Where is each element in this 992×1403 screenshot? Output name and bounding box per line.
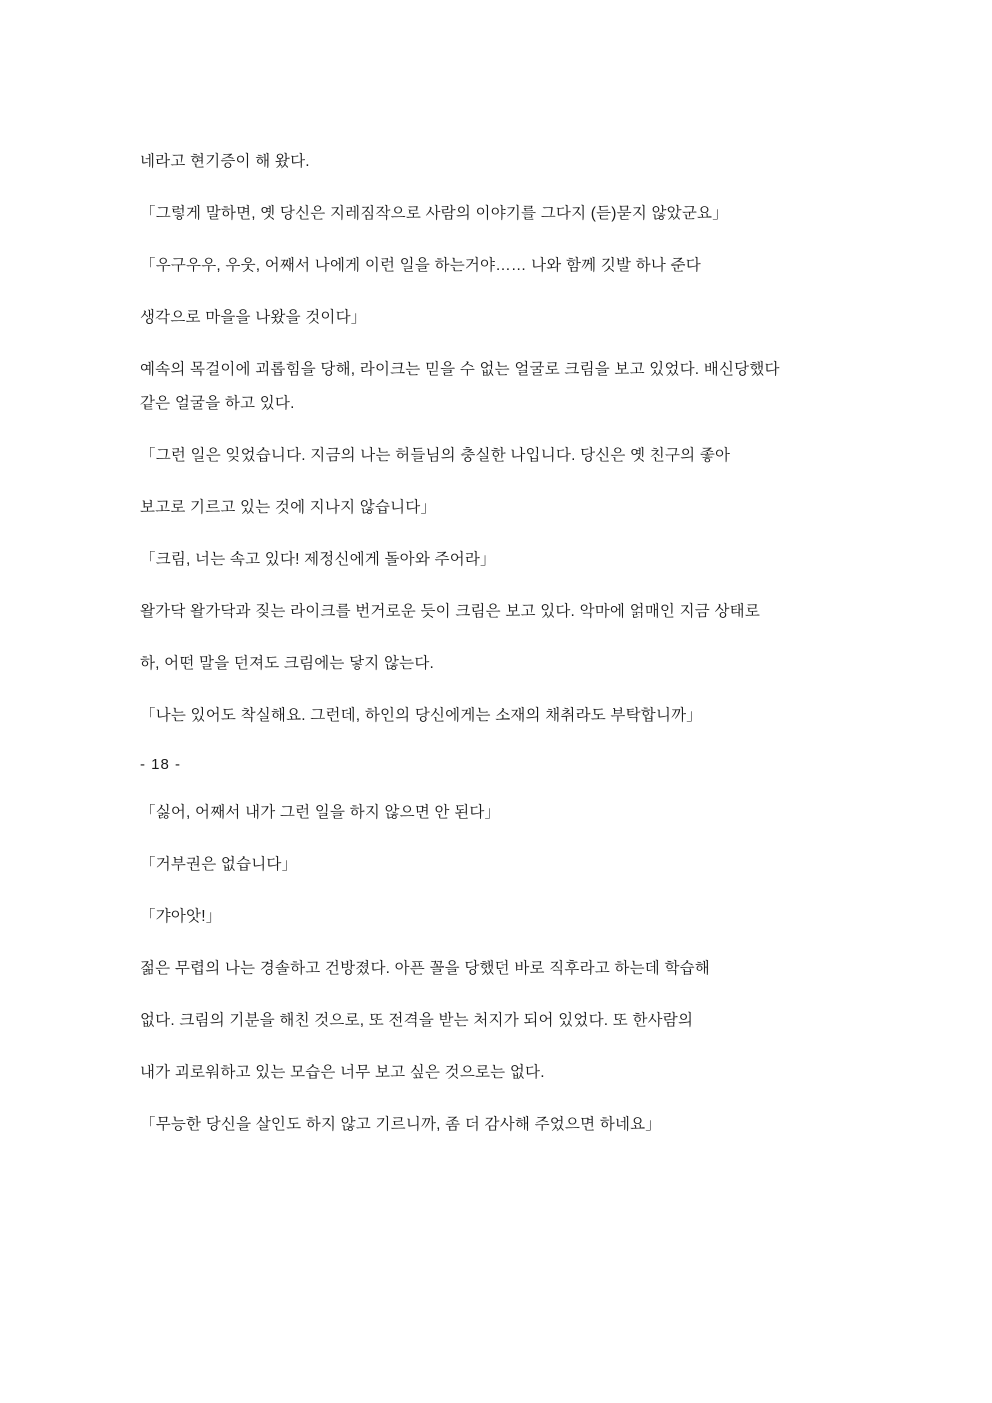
paragraph: 네라고 현기증이 해 왔다. bbox=[140, 153, 310, 170]
paragraph: 「크림, 너는 속고 있다! 제정신에게 돌아와 주어라」 bbox=[140, 551, 496, 569]
paragraph: 없다. 크림의 기분을 해친 것으로, 또 전격을 받는 처지가 되어 있었다. 또 한사람의 bbox=[140, 1012, 694, 1030]
document-body bbox=[140, 150, 880, 1137]
paragraph: 왈가닥 왈가닥과 짖는 라이크를 번거로운 듯이 크림은 보고 있다. 악마에 얽매인 지금 상태로 bbox=[140, 603, 760, 621]
paragraph: 「갸아앗!」 bbox=[140, 908, 222, 926]
paragraph: 젊은 무렵의 나는 경솔하고 건방졌다. 아픈 꼴을 당했던 바로 직후라고 하는데 학습해 bbox=[140, 960, 710, 978]
paragraph: 「싫어, 어째서 내가 그런 일을 하지 않으면 안 된다」 bbox=[140, 804, 501, 822]
page-number: - 18 - bbox=[140, 756, 182, 774]
paragraph: 내가 괴로워하고 있는 모습은 너무 보고 싶은 것으로는 없다. bbox=[140, 1064, 545, 1082]
paragraph: 「무능한 당신을 살인도 하지 않고 기르니까, 좀 더 감사해 주었으면 하네요」 bbox=[140, 1116, 661, 1134]
paragraph: 「그렇게 말하면, 옛 당신은 지레짐작으로 사람의 이야기를 그다지 (듣)묻지 않았군요」 bbox=[140, 205, 728, 223]
paragraph: 「그런 일은 잊었습니다. 지금의 나는 허들님의 충실한 나입니다. 당신은 옛 친구의 좋아 bbox=[140, 447, 731, 465]
paragraph: 「나는 있어도 착실해요. 그런데, 하인의 당신에게는 소재의 채취라도 부탁합니까」 bbox=[140, 707, 703, 725]
paragraph: 「우구우우, 우웃, 어째서 나에게 이런 일을 하는거야…… 나와 함께 깃발 하나 준다 bbox=[140, 257, 701, 275]
paragraph: 하, 어떤 말을 던져도 크림에는 닿지 않는다. bbox=[140, 655, 434, 673]
paragraph: 보고로 기르고 있는 것에 지나지 않습니다」 bbox=[140, 499, 437, 517]
paragraph: 예속의 목걸이에 괴롭힘을 당해, 라이크는 믿을 수 없는 얼굴로 크림을 보고 있었다. 배신당했다 bbox=[140, 361, 780, 379]
paragraph: 「거부권은 없습니다」 bbox=[140, 856, 298, 874]
paragraph: 같은 얼굴을 하고 있다. bbox=[140, 395, 295, 413]
paragraph: 생각으로 마을을 나왔을 것이다」 bbox=[140, 309, 367, 327]
